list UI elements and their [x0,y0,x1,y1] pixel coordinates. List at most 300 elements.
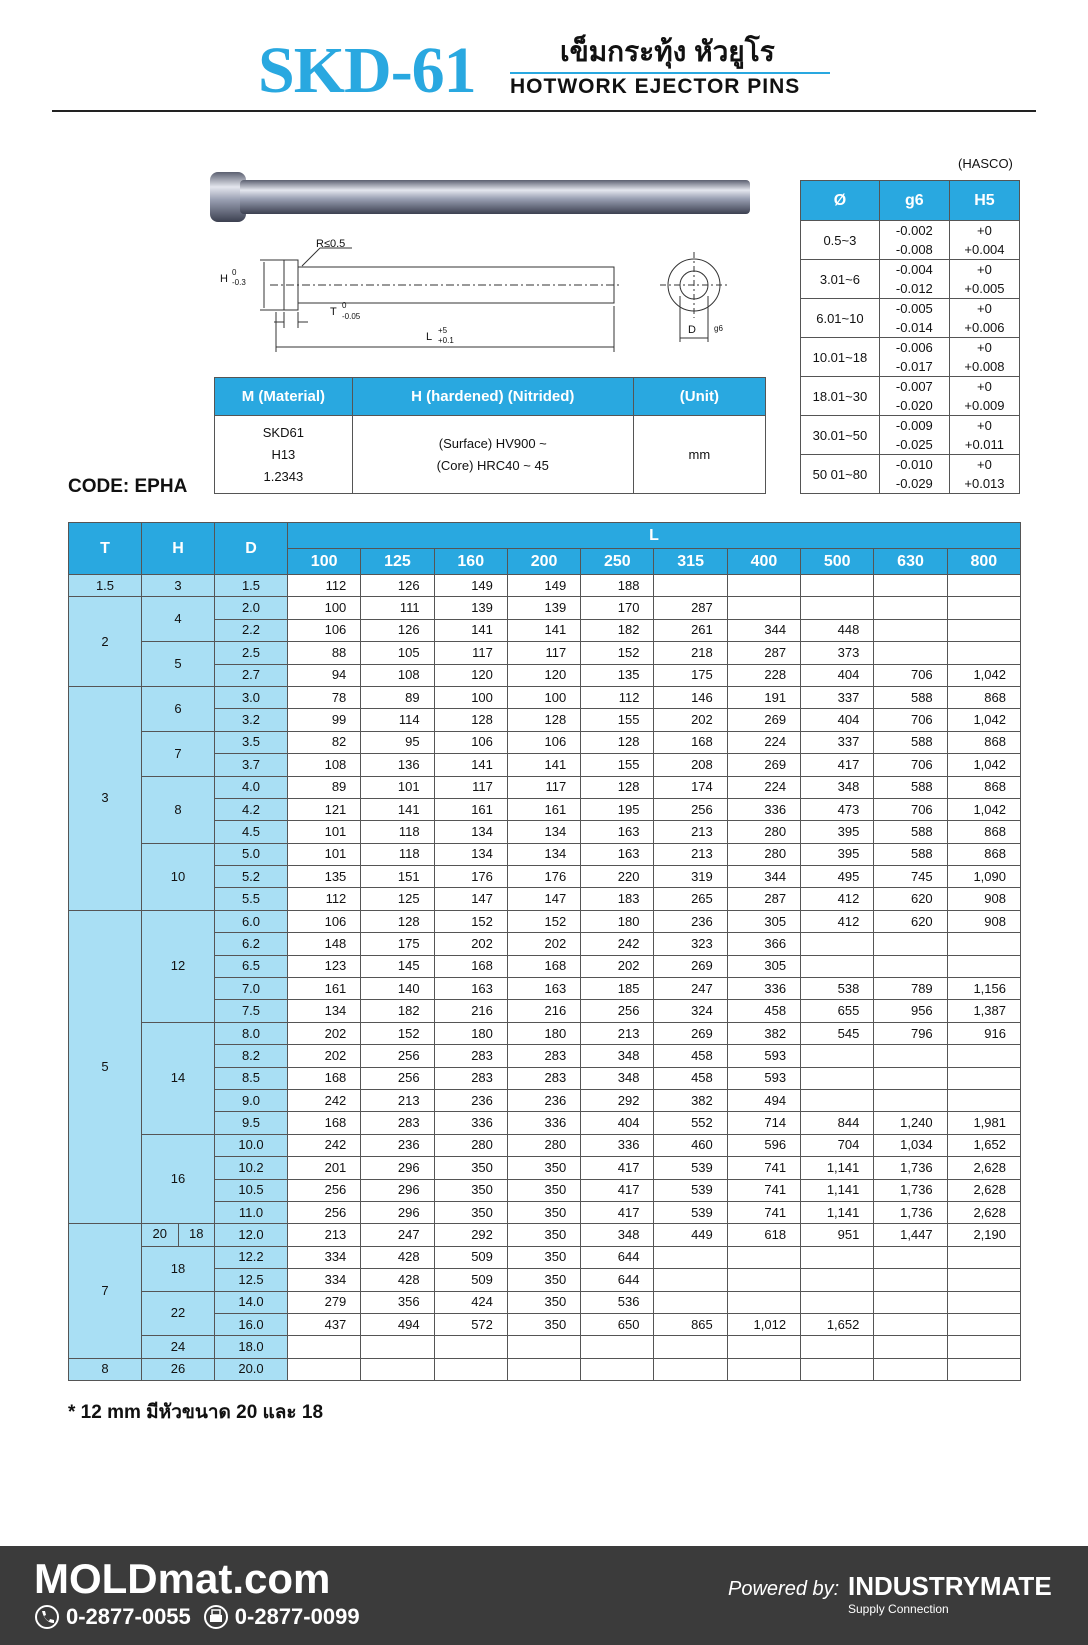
d-value: 12.2 [215,1246,288,1268]
price-cell: 180 [507,1022,580,1044]
price-cell [801,1269,874,1291]
d-value: 7.5 [215,1000,288,1022]
price-cell: 261 [654,619,727,641]
head-height-tol-bottom: -0.3 [232,278,246,287]
dimension-price-table [68,522,1021,1381]
d-value: 4.0 [215,776,288,798]
tolerance-row [801,455,1020,494]
table-row [69,1246,1021,1268]
price-cell [947,1246,1020,1268]
price-cell: 706 [874,664,947,686]
header-divider [52,110,1036,112]
price-cell: 283 [507,1067,580,1089]
g6-upper: -0.009 [895,418,933,433]
price-cell: 412 [801,888,874,910]
price-cell: 120 [507,664,580,686]
price-cell: 188 [581,575,654,597]
price-cell: 112 [581,686,654,708]
price-cell: 117 [507,776,580,798]
tolerance-g6-cell [879,338,949,377]
price-cell [727,1336,800,1358]
price-cell: 292 [581,1089,654,1111]
d-value: 8.2 [215,1045,288,1067]
price-cell: 458 [654,1067,727,1089]
price-cell: 89 [288,776,361,798]
price-cell: 404 [801,664,874,686]
price-cell: 134 [288,1000,361,1022]
price-cell: 644 [581,1246,654,1268]
price-cell: 552 [654,1112,727,1134]
price-cell: 296 [361,1179,434,1201]
price-cell: 136 [361,754,434,776]
h-value: 4 [142,597,215,642]
price-cell: 112 [288,575,361,597]
table-row [69,597,1021,619]
length-header: 400 [727,549,800,575]
price-cell: 449 [654,1224,727,1246]
g6-lower: -0.012 [895,281,933,296]
d-value: 8.5 [215,1067,288,1089]
unit-cell: mm [633,416,765,494]
price-cell: 704 [801,1134,874,1156]
price-cell: 348 [581,1067,654,1089]
price-cell: 256 [361,1045,434,1067]
price-cell [581,1358,654,1380]
h5-upper: +0 [977,457,992,472]
price-cell: 147 [434,888,507,910]
tolerance-h5-cell [949,377,1019,416]
price-cell: 201 [288,1157,361,1179]
price-cell: 2,628 [947,1201,1020,1223]
d-value: 6.0 [215,910,288,932]
price-cell: 106 [434,731,507,753]
tolerance-h5-cell [949,221,1019,260]
h-value: 14 [142,1022,215,1134]
h-value: 26 [142,1358,215,1380]
hardness-header: H (hardened) (Nitrided) [352,378,633,416]
length-header: 315 [654,549,727,575]
price-cell: 495 [801,866,874,888]
price-cell: 350 [507,1269,580,1291]
header-l: L [288,523,1021,549]
price-cell [654,575,727,597]
g6-upper: -0.005 [895,301,933,316]
price-cell: 141 [434,754,507,776]
price-cell: 168 [654,731,727,753]
fax-number[interactable]: 0-2877-0099 [234,1604,360,1629]
price-cell: 170 [581,597,654,619]
price-cell: 916 [947,1022,1020,1044]
h-value: 24 [142,1336,215,1358]
price-cell: 908 [947,888,1020,910]
price-cell: 101 [288,821,361,843]
h-value: 12 [142,910,215,1022]
h5-upper: +0 [977,223,992,238]
price-cell: 1,141 [801,1157,874,1179]
price-cell: 180 [434,1022,507,1044]
price-cell [654,1291,727,1313]
price-cell: 1,736 [874,1157,947,1179]
price-cell: 128 [581,776,654,798]
price-cell [947,642,1020,664]
length-header: 160 [434,549,507,575]
price-cell: 789 [874,978,947,1000]
tolerance-g6-cell [879,260,949,299]
price-cell: 106 [507,731,580,753]
price-cell: 706 [874,754,947,776]
price-cell: 1,240 [874,1112,947,1134]
price-cell: 1,141 [801,1201,874,1223]
t-value: 5 [69,910,142,1223]
t-value: 8 [69,1358,142,1380]
price-cell [801,1089,874,1111]
price-cell: 650 [581,1313,654,1335]
phone-number[interactable]: 0-2877-0055 [66,1604,191,1629]
price-cell: 168 [507,955,580,977]
price-cell: 125 [361,888,434,910]
price-cell: 256 [361,1067,434,1089]
h-value: 5 [142,642,215,687]
price-cell: 868 [947,821,1020,843]
material-row [215,416,766,494]
price-cell: 1,042 [947,754,1020,776]
price-cell: 128 [434,709,507,731]
price-cell [874,575,947,597]
price-cell: 305 [727,955,800,977]
price-cell: 373 [801,642,874,664]
contact-numbers [34,1604,360,1630]
price-cell: 213 [654,843,727,865]
tolerance-row [801,221,1020,260]
price-cell [874,1313,947,1335]
price-cell: 224 [727,731,800,753]
d-value: 3.5 [215,731,288,753]
phone-icon [34,1604,60,1630]
price-cell: 256 [288,1201,361,1223]
h-split-cell [142,1224,214,1245]
tolerance-table [800,180,1020,494]
drawing-lines [220,246,750,356]
price-cell: 202 [654,709,727,731]
price-cell: 161 [507,798,580,820]
h5-upper: +0 [977,418,992,433]
price-cell: 269 [654,955,727,977]
d-value: 2.0 [215,597,288,619]
price-cell: 140 [361,978,434,1000]
price-cell [507,1358,580,1380]
price-cell: 283 [434,1067,507,1089]
tolerance-h5-cell [949,260,1019,299]
price-cell: 417 [581,1201,654,1223]
price-cell: 202 [507,933,580,955]
price-cell: 202 [434,933,507,955]
price-cell: 152 [361,1022,434,1044]
price-cell: 147 [507,888,580,910]
price-cell: 149 [507,575,580,597]
price-cell: 292 [434,1224,507,1246]
g6-lower: -0.020 [895,398,933,413]
price-cell: 78 [288,686,361,708]
price-cell: 334 [288,1269,361,1291]
tolerance-header-g6: g6 [879,181,949,221]
header-d: D [215,523,288,575]
site-name: MOLDmat.com [34,1555,331,1602]
price-cell [947,1045,1020,1067]
price-cell: 265 [654,888,727,910]
price-cell: 242 [581,933,654,955]
price-cell: 213 [581,1022,654,1044]
price-cell: 348 [801,776,874,798]
price-cell: 126 [361,575,434,597]
tolerance-diameter-range: 3.01~6 [801,260,880,299]
price-cell [947,1313,1020,1335]
price-cell: 1,042 [947,664,1020,686]
d-value: 2.7 [215,664,288,686]
price-cell: 117 [434,776,507,798]
price-cell [874,1291,947,1313]
price-cell: 593 [727,1067,800,1089]
price-cell [947,1358,1020,1380]
price-cell [654,1269,727,1291]
price-cell [947,955,1020,977]
h-value-a: 20 [142,1224,179,1245]
g6-lower: -0.029 [895,476,933,491]
price-cell: 395 [801,821,874,843]
price-cell: 382 [727,1022,800,1044]
price-cell: 1,034 [874,1134,947,1156]
table-row [69,642,1021,664]
surface-hardness: (Surface) HV900 ~ [438,435,547,451]
h5-upper: +0 [977,301,992,316]
price-cell: 269 [654,1022,727,1044]
price-cell [947,1291,1020,1313]
length-header: 500 [801,549,874,575]
table-row [69,776,1021,798]
powered-by-label: Powered by: [728,1578,840,1600]
page-title: SKD-61 [258,34,476,107]
price-cell: 218 [654,642,727,664]
g6-lower: -0.025 [895,437,933,452]
footnote: * 12 mm มีหัวขนาด 20 และ 18 [68,1402,324,1423]
table-row [69,686,1021,708]
price-cell: 141 [507,754,580,776]
tolerance-row [801,299,1020,338]
ejector-pin-photo [210,170,760,226]
price-cell: 348 [581,1045,654,1067]
price-cell: 287 [727,888,800,910]
price-cell: 588 [874,731,947,753]
price-cell: 155 [581,754,654,776]
tolerance-h5-cell [949,416,1019,455]
tolerance-g6-cell [879,299,949,338]
header-t: T [69,523,142,575]
tolerance-diameter-range: 30.01~50 [801,416,880,455]
g6-upper: -0.007 [895,379,933,394]
table-row [69,1291,1021,1313]
price-cell: 280 [507,1134,580,1156]
head-thickness-tol-bottom: -0.05 [342,312,361,321]
price-cell: 868 [947,731,1020,753]
price-cell [507,1336,580,1358]
price-cell: 141 [507,619,580,641]
price-cell: 319 [654,866,727,888]
price-cell: 100 [434,686,507,708]
price-cell: 139 [507,597,580,619]
tolerance-diameter-range: 10.01~18 [801,338,880,377]
table-row [69,1134,1021,1156]
price-cell: 458 [727,1000,800,1022]
price-cell: 741 [727,1179,800,1201]
price-cell: 348 [581,1224,654,1246]
price-cell [727,1358,800,1380]
length-header: 100 [288,549,361,575]
tolerance-diameter-range: 0.5~3 [801,221,880,260]
price-cell: 336 [727,978,800,1000]
price-cell: 745 [874,866,947,888]
d-value: 5.0 [215,843,288,865]
price-cell: 536 [581,1291,654,1313]
price-cell: 350 [507,1313,580,1335]
material-grade: SKD61 [262,424,304,440]
price-cell [727,1246,800,1268]
price-cell: 865 [654,1313,727,1335]
price-cell: 417 [581,1179,654,1201]
price-cell: 2,628 [947,1157,1020,1179]
price-cell: 100 [288,597,361,619]
price-cell: 185 [581,978,654,1000]
price-cell [947,575,1020,597]
price-cell: 539 [654,1179,727,1201]
price-cell: 350 [434,1201,507,1223]
price-cell: 176 [434,866,507,888]
price-cell [947,1269,1020,1291]
h-value-b: 18 [189,1226,204,1242]
price-cell: 428 [361,1246,434,1268]
d-value: 7.0 [215,978,288,1000]
price-cell: 191 [727,686,800,708]
price-cell: 180 [581,910,654,932]
h5-upper: +0 [977,340,992,355]
h5-lower: +0.009 [964,398,1005,413]
price-cell [801,955,874,977]
price-cell [801,1246,874,1268]
price-cell: 202 [288,1045,361,1067]
price-cell: 152 [434,910,507,932]
price-cell: 88 [288,642,361,664]
price-cell [434,1336,507,1358]
h-value: 22 [142,1291,215,1336]
radius-label: R≤0.5 [316,238,346,250]
price-cell: 106 [288,619,361,641]
price-cell: 101 [361,776,434,798]
tolerance-g6-cell [879,377,949,416]
fax-icon [203,1604,229,1630]
diameter-tol: g6 [714,324,723,333]
price-cell: 350 [434,1179,507,1201]
material-table [214,377,766,494]
length-header: 800 [947,549,1020,575]
price-cell: 121 [288,798,361,820]
price-cell: 868 [947,686,1020,708]
g6-lower: -0.014 [895,320,933,335]
price-cell: 1,042 [947,709,1020,731]
price-cell: 108 [361,664,434,686]
price-cell: 134 [434,821,507,843]
d-value: 12.5 [215,1269,288,1291]
unit-header: (Unit) [633,378,765,416]
length-tol-bottom: +0.1 [438,336,454,345]
price-cell: 336 [581,1134,654,1156]
price-cell [801,575,874,597]
price-cell: 350 [507,1179,580,1201]
price-cell: 82 [288,731,361,753]
price-cell: 95 [361,731,434,753]
price-cell: 256 [288,1179,361,1201]
price-cell: 152 [581,642,654,664]
price-cell: 174 [654,776,727,798]
price-cell [801,1336,874,1358]
d-value: 18.0 [215,1336,288,1358]
tolerance-header-h5: H5 [949,181,1019,221]
brand-tagline: Supply Connection [848,1602,949,1616]
technical-drawing [220,238,750,356]
d-value: 6.2 [215,933,288,955]
price-cell [727,1269,800,1291]
price-cell: 287 [727,642,800,664]
price-cell [874,619,947,641]
price-cell: 344 [727,866,800,888]
price-cell [727,575,800,597]
t-value: 2 [69,597,142,687]
price-cell: 155 [581,709,654,731]
table-row [69,843,1021,865]
price-cell: 146 [654,686,727,708]
price-cell: 283 [361,1112,434,1134]
price-cell: 417 [581,1157,654,1179]
price-cell: 128 [581,731,654,753]
price-cell [947,1067,1020,1089]
price-cell: 644 [581,1269,654,1291]
price-cell: 706 [874,798,947,820]
price-cell: 213 [288,1224,361,1246]
price-cell [947,1089,1020,1111]
price-cell: 141 [434,619,507,641]
price-cell [874,1067,947,1089]
price-cell: 844 [801,1112,874,1134]
price-cell: 176 [507,866,580,888]
tolerance-row [801,338,1020,377]
length-header: 630 [874,549,947,575]
price-cell: 509 [434,1246,507,1268]
table-row [69,731,1021,753]
price-cell [801,597,874,619]
price-cell: 417 [801,754,874,776]
price-cell: 100 [507,686,580,708]
price-cell: 120 [434,664,507,686]
price-cell: 208 [654,754,727,776]
price-cell: 163 [434,978,507,1000]
price-cell [654,1336,727,1358]
g6-lower: -0.017 [895,359,933,374]
price-cell: 956 [874,1000,947,1022]
price-cell: 99 [288,709,361,731]
head-height-label: H [220,273,228,285]
price-cell: 175 [361,933,434,955]
title-underline [510,72,830,74]
d-value: 4.2 [215,798,288,820]
price-cell [874,1246,947,1268]
tolerance-g6-cell [879,416,949,455]
